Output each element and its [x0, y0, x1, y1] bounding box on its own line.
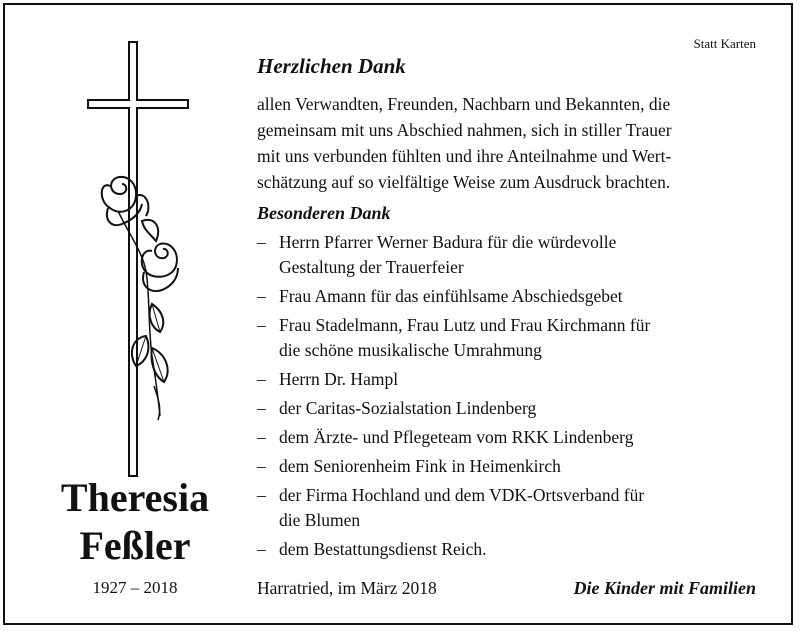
dash-marker: – — [257, 286, 266, 306]
place-date: Harratried, im März 2018 — [257, 578, 437, 598]
list-item-text: Frau Amann für das einfühlsame Abschiedsgebet — [279, 286, 623, 306]
list-item-text: dem Ärzte- und Pflegeteam vom RKK Lindenberg — [279, 427, 634, 447]
list-item — [257, 313, 757, 363]
list-item-text: der Caritas-Sozialstation Lindenberg — [279, 398, 537, 418]
dash-marker: – — [257, 456, 266, 476]
heading-besonderen-dank: Besonderen Dank — [257, 203, 391, 223]
thanks-line: mit uns verbunden fühlten und ihre Anteilnahme und Wert- — [257, 146, 672, 166]
dash-marker: – — [257, 398, 266, 418]
thanks-paragraph — [257, 91, 757, 195]
dash-marker: – — [257, 369, 266, 389]
list-item — [257, 537, 757, 562]
dash-marker: – — [257, 315, 266, 335]
list-item-text: Frau Stadelmann, Frau Lutz und Frau Kirchmann für die schöne musikalische Umrahmung — [279, 315, 651, 360]
list-item — [257, 396, 757, 421]
dash-marker: – — [257, 539, 266, 559]
list-item — [257, 425, 757, 450]
list-item — [257, 454, 757, 479]
dash-marker: – — [257, 232, 266, 252]
list-item-text: dem Seniorenheim Fink in Heimenkirch — [279, 456, 561, 476]
list-item-text: Herrn Dr. Hampl — [279, 369, 399, 389]
signature: Die Kinder mit Familien — [573, 578, 756, 598]
deceased-last-name: Feßler — [79, 523, 191, 568]
list-item-text: Herrn Pfarrer Werner Badura für die würdevolle Gestaltung der Trauerfeier — [279, 232, 617, 277]
thanks-line: allen Verwandten, Freunden, Nachbarn und Bekannten, die — [257, 94, 671, 114]
list-item — [257, 284, 757, 309]
deceased-first-name: Theresia — [60, 475, 210, 520]
list-item — [257, 367, 757, 392]
list-item — [257, 230, 757, 280]
thanks-line: gemeinsam mit uns Abschied nahmen, sich in stiller Trauer — [257, 120, 672, 140]
list-item — [257, 483, 757, 533]
special-thanks-list — [257, 230, 757, 566]
heading-herzlichen-dank: Herzlichen Dank — [257, 54, 406, 78]
dash-marker: – — [257, 427, 266, 447]
life-years: 1927 – 2018 — [92, 578, 178, 597]
list-item-text: dem Bestattungsdienst Reich. — [279, 539, 487, 559]
dash-marker: – — [257, 485, 266, 505]
cross-with-roses-icon — [80, 36, 200, 486]
list-item-text: der Firma Hochland und dem VDK-Ortsverband für die Blumen — [279, 485, 645, 530]
statt-karten-label: Statt Karten — [693, 36, 756, 51]
thanks-line: schätzung auf so vielfältige Weise zum Ausdruck brachten. — [257, 172, 671, 192]
